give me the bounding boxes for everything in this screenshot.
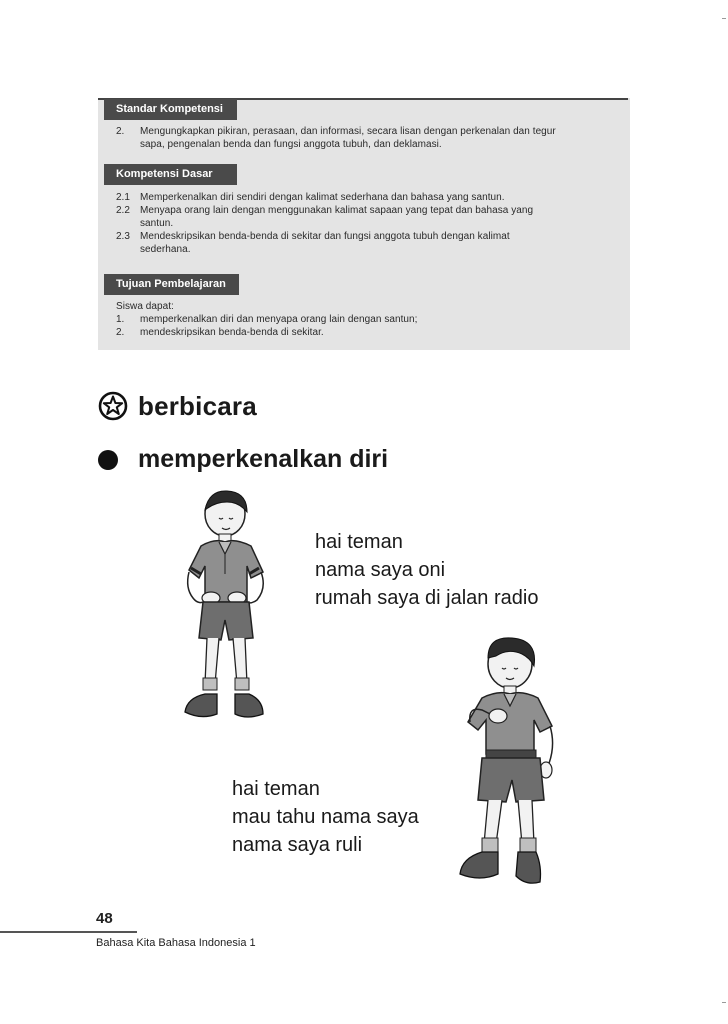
dialog-oni-line-2: nama saya oni	[315, 559, 446, 581]
basic-item-line: Mendeskripsikan benda-benda di sekitar dan fungsi anggota tubuh dengan kalimat	[140, 231, 510, 242]
basic-item-line: Menyapa orang lain dengan menggunakan kalimat sapaan yang tepat dan bahasa yang	[140, 205, 534, 216]
crop-mark	[722, 18, 726, 19]
boy-ruli-illustration	[452, 636, 556, 888]
basic-item-line: santun.	[140, 218, 174, 229]
basic-competency-header	[104, 164, 237, 185]
objective-item-number: 2.	[116, 327, 125, 338]
objective-intro: Siswa dapat:	[116, 301, 174, 312]
dialog-ruli-line-3: nama saya ruli	[232, 834, 363, 856]
dialog-oni-line-1: hai teman	[315, 531, 403, 553]
section-title: berbicara	[138, 391, 257, 421]
book-title: Bahasa Kita Bahasa Indonesia 1	[96, 937, 256, 949]
basic-item-line: sederhana.	[140, 244, 191, 255]
page-number: 48	[96, 910, 113, 927]
objective-item-text: mendeskripsikan benda-benda di sekitar.	[140, 327, 324, 338]
standard-competency-title: Standar Kompetensi	[116, 103, 223, 115]
section-subtitle: memperkenalkan diri	[138, 445, 389, 473]
standard-item-number: 2.	[116, 126, 125, 137]
crop-mark	[722, 1002, 726, 1003]
dialog-ruli-line-2: mau tahu nama saya	[232, 806, 419, 828]
dialog-ruli-line-1: hai teman	[232, 778, 320, 800]
boy-oni-illustration	[175, 488, 275, 724]
objective-item-number: 1.	[116, 314, 125, 325]
learning-objective-title: Tujuan Pembelajaran	[116, 278, 226, 290]
standard-item-line-2: sapa, pengenalan benda dan fungsi anggota tubuh, dan deklamasi.	[140, 139, 442, 150]
dialog-oni-line-3: rumah saya di jalan radio	[315, 587, 539, 609]
basic-item-line: Memperkenalkan diri sendiri dengan kalimat sederhana dan bahasa yang santun.	[140, 192, 505, 203]
standard-item-line-1: Mengungkapkan pikiran, perasaan, dan informasi, secara lisan dengan perkenalan dan tegur	[140, 126, 556, 137]
basic-item-number: 2.3	[116, 231, 130, 242]
footer-rule	[0, 931, 137, 933]
basic-competency-title: Kompetensi Dasar	[116, 168, 213, 180]
objective-item-text: memperkenalkan diri dan menyapa orang lain dengan santun;	[140, 314, 418, 325]
learning-objective-header	[104, 274, 239, 295]
star-in-circle-icon	[98, 391, 128, 421]
filled-circle-bullet-icon	[98, 450, 118, 470]
standard-competency-header	[104, 99, 237, 120]
basic-item-number: 2.1	[116, 192, 130, 203]
basic-item-number: 2.2	[116, 205, 130, 216]
